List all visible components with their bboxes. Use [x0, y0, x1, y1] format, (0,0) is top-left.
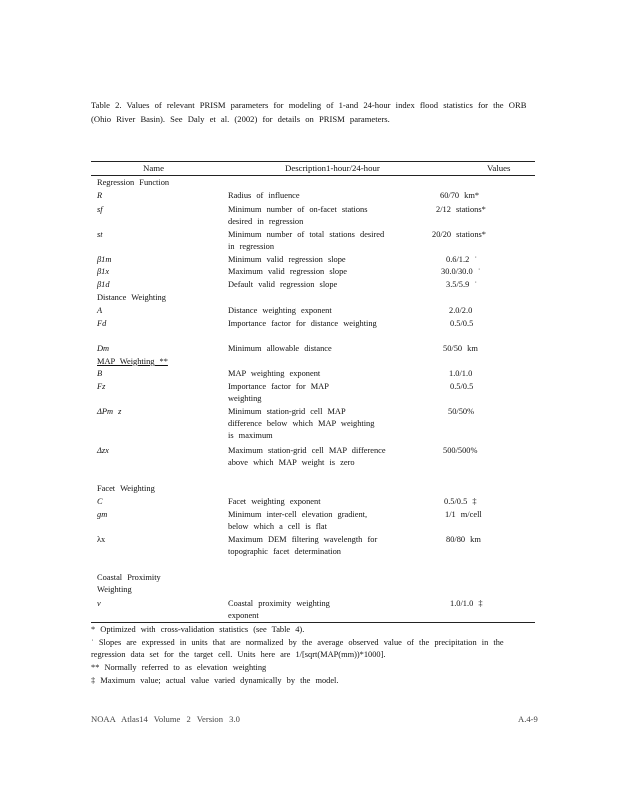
row-description: Facet weighting exponent — [228, 497, 321, 506]
row-description: Radius of influence — [228, 191, 300, 200]
footnote-optimized: * Optimized with cross-validation statistics (see Table 4). — [91, 625, 305, 634]
row-value: 0.5/0.5 ‡ — [444, 497, 477, 506]
row-value: 20/20 stations* — [432, 230, 486, 239]
table-bottom-rule — [91, 622, 535, 623]
row-description: Maximum station-grid cell MAP difference above which MAP weight is zero — [228, 446, 386, 468]
row-name: gm — [97, 510, 108, 519]
row-description: Minimum inter-cell elevation gradient, below which a cell is flat — [228, 510, 368, 532]
row-name: Dm — [97, 344, 110, 353]
row-description: Minimum valid regression slope — [228, 255, 346, 264]
row-value: 50/50% — [448, 407, 475, 416]
row-description: Importance factor for distance weighting — [228, 319, 377, 328]
row-description: MAP weighting exponent — [228, 369, 321, 378]
row-name: v — [97, 599, 101, 608]
row-value: 2.0/2.0 — [449, 306, 473, 315]
row-value: 0.6/1.2 ˙ — [446, 255, 478, 264]
row-name: Fd — [97, 319, 107, 328]
section-map-weighting: MAP Weighting ** — [97, 357, 168, 366]
row-description: Default valid regression slope — [228, 280, 338, 289]
row-value: 1/1 m/cell — [445, 510, 482, 519]
row-description: Minimum station-grid cell MAP difference below which MAP weighting is maximum — [228, 407, 375, 441]
row-name: R — [97, 191, 103, 200]
header-description: Description1-hour/24-hour — [285, 163, 380, 173]
header-values: Values — [487, 163, 511, 173]
row-value: 3.5/5.9 ˙ — [446, 280, 478, 289]
row-name: β1x — [97, 267, 110, 276]
footnote-slopes: ˙ Slopes are expressed in units that are normalized by the average observed value of the precipitation in the regression data set for the target cell. Units here are 1/[sqrt(MAP(mm))*1000]. — [91, 638, 504, 660]
row-description: Coastal proximity weighting exponent — [228, 599, 330, 621]
page-number: A.4-9 — [518, 714, 538, 724]
row-name: λx — [97, 535, 106, 544]
row-name: β1m — [97, 255, 112, 264]
row-name: sf — [97, 205, 103, 214]
row-description: Minimum number of on-facet stations desired in regression — [228, 205, 368, 227]
footer-left: NOAA Atlas14 Volume 2 Version 3.0 — [91, 714, 240, 724]
row-description: Maximum valid regression slope — [228, 267, 348, 276]
row-description: Maximum DEM filtering wavelength for topographic facet determination — [228, 535, 378, 557]
row-name: ΔPm z — [97, 407, 122, 416]
row-value: 0.5/0.5 — [450, 382, 474, 391]
row-value: 60/70 km* — [440, 191, 480, 200]
row-value: 50/50 km — [443, 344, 478, 353]
table-caption: Table 2. Values of relevant PRISM parameters for modeling of 1-and 24-hour index flood statistics for the ORB (Ohio River Basin). See Daly et al. (2002) for details on PRISM parameters. — [91, 100, 527, 124]
row-description: Importance factor for MAP weighting — [228, 382, 329, 404]
section-coastal-proximity-weighting: Coastal Proximity Weighting — [97, 573, 161, 595]
row-value: 2/12 stations* — [436, 205, 486, 214]
row-name: Fz — [97, 382, 106, 391]
row-value: 80/80 km — [446, 535, 481, 544]
row-value: 500/500% — [443, 446, 478, 455]
row-description: Minimum number of total stations desired in regression — [228, 230, 385, 252]
table-header-rule — [91, 175, 535, 176]
row-name: C — [97, 497, 103, 506]
row-value: 0.5/0.5 — [450, 319, 474, 328]
footnote-maximum: ‡ Maximum value; actual value varied dynamically by the model. — [91, 676, 339, 685]
row-name: A — [97, 306, 103, 315]
section-regression-function: Regression Function — [97, 178, 170, 187]
table-top-rule — [91, 161, 535, 162]
footnote-elevation: ** Normally referred to as elevation weighting — [91, 663, 267, 672]
row-value: 30.0/30.0 ˙ — [441, 267, 481, 276]
row-name: Δzx — [97, 446, 109, 455]
section-facet-weighting: Facet Weighting — [97, 484, 155, 493]
section-distance-weighting: Distance Weighting — [97, 293, 166, 302]
row-description: Minimum allowable distance — [228, 344, 332, 353]
row-name: B — [97, 369, 103, 378]
row-name: β1d — [97, 280, 110, 289]
row-value: 1.0/1.0 ‡ — [450, 599, 483, 608]
row-name: st — [97, 230, 103, 239]
row-value: 1.0/1.0 — [449, 369, 473, 378]
row-description: Distance weighting exponent — [228, 306, 332, 315]
header-name: Name — [143, 163, 165, 173]
